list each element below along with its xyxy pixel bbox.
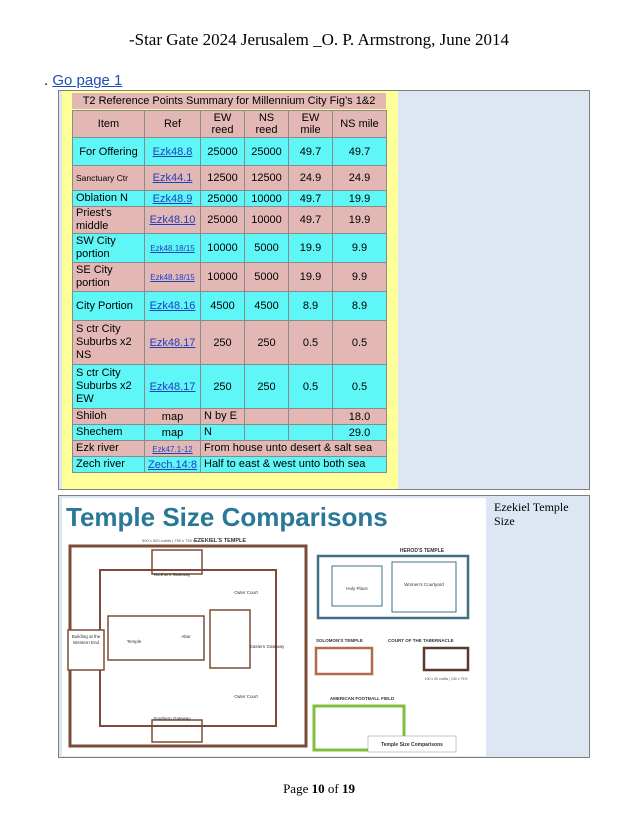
cell-ns-reed: 10000 xyxy=(245,191,289,207)
cell-item: SE City portion xyxy=(73,263,145,292)
cell-item: Oblation N xyxy=(73,191,145,207)
table-row xyxy=(73,321,387,365)
table-row xyxy=(73,191,387,207)
table-row xyxy=(73,425,387,441)
page-footer xyxy=(0,781,638,797)
table-title: T2 Reference Points Summary for Millennium City Fig’s 1&2 xyxy=(72,93,386,109)
northern-gateway-label: Northern Gateway xyxy=(153,572,191,577)
footer-middle: of xyxy=(324,781,342,796)
cell-ns-reed: 12500 xyxy=(245,166,289,191)
cell-ew-mile: 49.7 xyxy=(289,138,333,166)
table-row xyxy=(73,409,387,425)
ref-link[interactable]: Ezk48.9 xyxy=(152,192,193,205)
col-header-ns-reed: NS reed xyxy=(245,111,289,138)
cell-ns-reed: 10000 xyxy=(245,207,289,234)
eastern-gateway-label: Eastern Gateway xyxy=(249,644,285,649)
cell-ns-mile: 9.9 xyxy=(333,263,387,292)
solomons-outline xyxy=(316,648,372,674)
womens-court-shape xyxy=(392,562,456,612)
temple-label: Temple xyxy=(126,639,142,644)
total-pages: 19 xyxy=(341,781,355,796)
ref-link[interactable]: Ezk48.17 xyxy=(149,380,196,393)
cell-item: For Offering xyxy=(73,138,145,166)
cell-ew-mile xyxy=(289,425,333,441)
southern-gateway-shape xyxy=(152,720,202,742)
cell-item: Zech river xyxy=(73,457,145,473)
col-header-item: Item xyxy=(73,111,145,138)
table-row xyxy=(73,292,387,321)
cell-ns-reed: 250 xyxy=(245,365,289,409)
cell-ew-reed: 25000 xyxy=(201,138,245,166)
cell-ns-mile: 29.0 xyxy=(333,425,387,441)
herods-outline xyxy=(318,556,468,618)
cell-item: City Portion xyxy=(73,292,145,321)
building-label: Building at the Western End xyxy=(71,634,101,645)
cell-item: Priest's middle xyxy=(73,207,145,234)
tabernacle-outline xyxy=(424,648,468,670)
cell-ew-reed: 25000 xyxy=(201,191,245,207)
cell-ew-mile: 0.5 xyxy=(289,365,333,409)
cell-item: S ctr City Suburbs x2 EW xyxy=(73,365,145,409)
col-header-ew-reed: EW reed xyxy=(201,111,245,138)
cell-ew-reed: N by E xyxy=(201,409,245,425)
cell-item: Shechem xyxy=(73,425,145,441)
table-row xyxy=(73,138,387,166)
cell-ns-reed: 5000 xyxy=(245,234,289,263)
cell-ew-reed: 10000 xyxy=(201,263,245,292)
table-row xyxy=(73,441,387,457)
col-header-ew-mile: EW mile xyxy=(289,111,333,138)
cell-ew-mile: 24.9 xyxy=(289,166,333,191)
table-row xyxy=(73,166,387,191)
cell-ns-mile: 24.9 xyxy=(333,166,387,191)
cell-ns-reed: 5000 xyxy=(245,263,289,292)
nav-prefix: . xyxy=(44,72,49,89)
solomons-label: SOLOMON'S TEMPLE xyxy=(316,638,363,643)
womens-court-label: Women's Courtyard xyxy=(404,582,444,587)
herods-label: HEROD'S TEMPLE xyxy=(399,548,445,554)
holy-place-label: Holy Place xyxy=(346,586,368,591)
cell-ew-reed: 250 xyxy=(201,321,245,365)
cell-description: Half to east & west unto both sea xyxy=(201,457,387,473)
cell-ns-mile: 19.9 xyxy=(333,191,387,207)
cell-ns-mile: 0.5 xyxy=(333,365,387,409)
cell-ns-mile: 9.9 xyxy=(333,234,387,263)
cell-ns-mile: 49.7 xyxy=(333,138,387,166)
building-label-wrap xyxy=(69,634,103,668)
cell-ew-mile: 49.7 xyxy=(289,207,333,234)
cell-ns-mile: 8.9 xyxy=(333,292,387,321)
ref-link[interactable]: Ezk48.17 xyxy=(149,336,196,349)
cell-ew-reed: 10000 xyxy=(201,234,245,263)
cell-ew-mile: 0.5 xyxy=(289,321,333,365)
table-row xyxy=(73,207,387,234)
cell-ns-reed: 4500 xyxy=(245,292,289,321)
go-page-1-link[interactable]: Go page 1 xyxy=(52,72,123,89)
table-row xyxy=(73,263,387,292)
table-row xyxy=(73,365,387,409)
cell-ew-mile: 49.7 xyxy=(289,191,333,207)
cell-item: Shiloh xyxy=(73,409,145,425)
figure-caption: Ezekiel Temple Size xyxy=(494,500,569,528)
inner-court-shape xyxy=(210,610,250,668)
cell-ns-reed: 250 xyxy=(245,321,289,365)
table-row xyxy=(73,234,387,263)
tabernacle-label: COURT OF THE TABERNACLE xyxy=(388,638,454,643)
cell-ew-reed: N xyxy=(201,425,245,441)
ref-link[interactable]: Ezk48.18/15 xyxy=(150,273,195,282)
table-row xyxy=(73,457,387,473)
reference-points-table xyxy=(72,110,387,473)
ref-link[interactable]: Ezk48.8 xyxy=(152,145,193,158)
ref-link[interactable]: Zech.14:8 xyxy=(148,458,197,471)
cell-ns-mile: 18.0 xyxy=(333,409,387,425)
current-page: 10 xyxy=(311,781,325,796)
temple-diagram xyxy=(62,498,486,756)
temple-comparison-image xyxy=(62,498,486,756)
cell-ns-mile: 19.9 xyxy=(333,207,387,234)
football-label: AMERICAN FOOTBALL FIELD xyxy=(329,696,395,701)
figure-title: Temple Size Comparisons xyxy=(66,502,388,532)
col-header-ref: Ref xyxy=(145,111,201,138)
ref-link[interactable]: Ezk48.18/15 xyxy=(150,244,195,253)
ezekiel-label: EZEKIEL'S TEMPLE xyxy=(194,538,247,544)
cell-ew-mile: 8.9 xyxy=(289,292,333,321)
cell-item: S ctr City Suburbs x2 NS xyxy=(73,321,145,365)
cell-ew-mile xyxy=(289,409,333,425)
page-header: -Star Gate 2024 Jerusalem _O. P. Armstrong, June 2014 xyxy=(128,30,510,49)
cell-ew-mile: 19.9 xyxy=(289,234,333,263)
footer-prefix: Page xyxy=(283,781,312,796)
cell-ref: map xyxy=(145,409,201,425)
cell-item: Sanctuary Ctr xyxy=(73,166,145,191)
cell-item: Ezk river xyxy=(73,441,145,457)
ref-link[interactable]: Ezk44.1 xyxy=(152,172,193,184)
tabernacle-dims: 100 x 50 cubits | 150 x 75 ft xyxy=(424,677,468,681)
go-page-nav xyxy=(44,72,122,89)
comparison-tag: Temple Size Comparisons xyxy=(381,742,443,748)
cell-ew-reed: 4500 xyxy=(201,292,245,321)
ezekiel-dims: 500 x 500 cubits | 750 x 750 ft xyxy=(142,538,196,543)
cell-ew-reed: 25000 xyxy=(201,207,245,234)
cell-ns-reed xyxy=(245,425,289,441)
cell-ew-reed: 250 xyxy=(201,365,245,409)
cell-ref: map xyxy=(145,425,201,441)
cell-ew-reed: 12500 xyxy=(201,166,245,191)
cell-ew-mile: 19.9 xyxy=(289,263,333,292)
ref-link[interactable]: Ezk47.1-12 xyxy=(152,444,193,454)
cell-description: From house unto desert & salt sea xyxy=(201,441,387,457)
col-header-ns-mile: NS mile xyxy=(333,111,387,138)
ref-link[interactable]: Ezk48.16 xyxy=(149,300,196,312)
cell-item: SW City portion xyxy=(73,234,145,263)
altar-label: Altar xyxy=(181,634,191,639)
ref-link[interactable]: Ezk48.10 xyxy=(149,214,196,226)
cell-ns-reed xyxy=(245,409,289,425)
outer-court-bottom-label: Outer Court xyxy=(234,694,258,699)
outer-court-top-label: Outer Court xyxy=(234,590,258,595)
cell-ns-reed: 25000 xyxy=(245,138,289,166)
cell-ns-mile: 0.5 xyxy=(333,321,387,365)
southern-gateway-label: Southern Gateway xyxy=(153,716,191,721)
